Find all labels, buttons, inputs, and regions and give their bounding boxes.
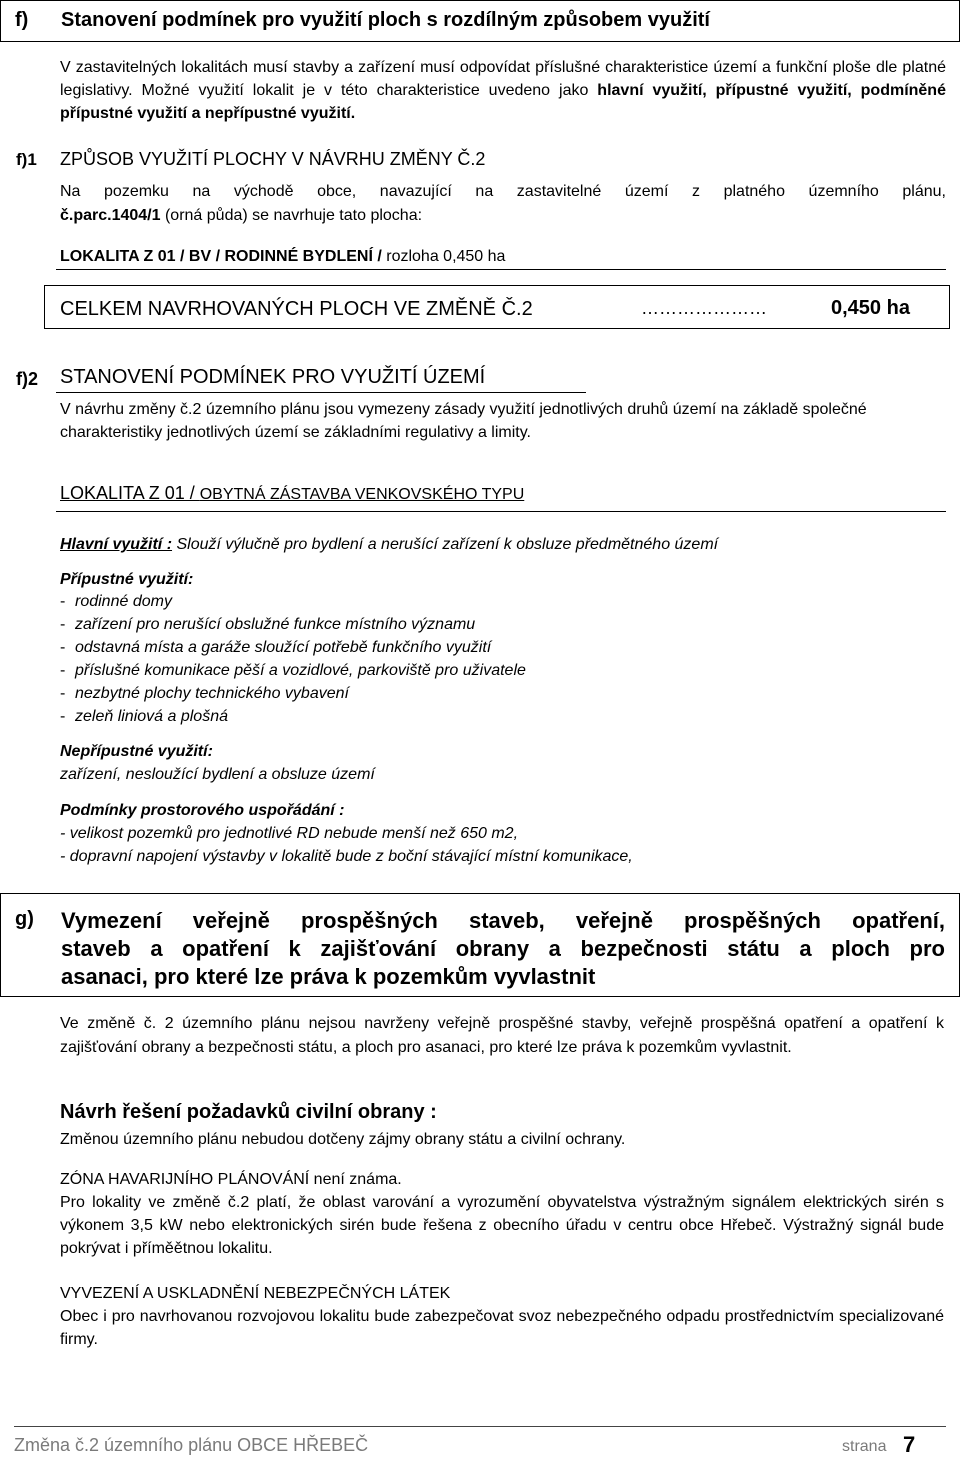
section-g-header: [0, 893, 960, 997]
nepripustne-text: zařízení, nesloužící bydlení a obsluze území: [60, 766, 375, 783]
g-para1: Ve změně č. 2 územního plánu nejsou navrženy veřejně prospěšné stavby, veřejně prospěšná opatření a opatření k zajišťování obrany a bezpečnosti státu, a ploch pro asanaci, pro které lze práva k pozemkům vyvlastnit.: [60, 1015, 944, 1056]
f1-number: f)1: [16, 150, 37, 169]
nepripustne-label: Nepřípustné využití:: [60, 743, 213, 760]
f1-title: ZPŮSOB VYUŽITÍ PLOCHY V NÁVRHU ZMĚNY Č.2: [60, 149, 486, 169]
f2-number: f)2: [16, 369, 38, 389]
list-item: - rodinné domy: [60, 593, 172, 610]
vyvezeni-text: Obec i pro navrhovanou rozvojovou lokalitu bude zabezpečovat svoz nebezpečného odpadu prostřednictvím specializované firmy.: [60, 1308, 944, 1348]
parcel-number: č.parc.1404/1: [60, 207, 161, 224]
vyvezeni-title: VYVEZENÍ A USKLADNĚNÍ NEBEZPEČNÝCH LÁTEK: [60, 1285, 451, 1302]
section-f-intro: V zastavitelných lokalitách musí stavby a zařízení musí odpovídat příslušné charakteristice území a funkční ploše dle platné legislativy. Možné využití lokalit je v této charakteristice uvedeno jako hlavní využití, přípustné využití, podmíněné přípustné využití a nepřípustné využití.: [60, 59, 946, 122]
section-f-title: Stanovení podmínek pro využití ploch s rozdílným způsobem využití: [61, 9, 710, 31]
section-g-title-3: asanaci, pro které lze práva k pozemkům vyvlastnit: [61, 964, 596, 989]
section-g-letter: g): [15, 908, 34, 930]
podminky-item: - velikost pozemků pro jednotlivé RD nebude menší než 650 m2,: [60, 825, 519, 842]
section-g-title-2: staveb a opatření k zajišťování obrany a bezpečnosti státu a ploch pro: [61, 936, 945, 961]
pripustne-list: [60, 590, 526, 728]
total-box: [44, 285, 950, 329]
section-f-header: [0, 0, 960, 42]
section-g-title-1: Vymezení veřejně prospěšných staveb, veřejně prospěšných opatření,: [61, 908, 945, 933]
zona-title: ZÓNA HAVARIJNÍHO PLÁNOVÁNÍ není známa.: [60, 1171, 402, 1188]
list-item: - příslušné komunikace pěší a vozidlové, parkoviště pro uživatele: [60, 662, 526, 679]
podminky-item: - dopravní napojení výstavby v lokalitě bude z boční stávající místní komunikace,: [60, 848, 633, 865]
list-item: - odstavná místa a garáže sloužící potřebě funkčního využití: [60, 639, 492, 656]
list-item: - nezbytné plochy technického vybavení: [60, 685, 349, 702]
list-item: - zeleň liniová a plošná: [60, 708, 228, 725]
divider: [56, 269, 946, 270]
lokalita-heading: LOKALITA Z 01 / OBYTNÁ ZÁSTAVBA VENKOVSKÉHO TYPU: [60, 483, 525, 503]
total-value: 0,450 ha: [831, 297, 910, 319]
hlavni-vyuziti: Hlavní využití : Slouží výlučně pro bydlení a nerušící zařízení k obsluze předmětného území: [60, 536, 719, 553]
total-dots: …………………: [641, 298, 767, 318]
list-item: - zařízení pro nerušící obslužné funkce místního významu: [60, 616, 476, 633]
section-f-letter: f): [15, 9, 29, 31]
f1-lokalita: LOKALITA Z 01 / BV / RODINNÉ BYDLENÍ / rozloha 0,450 ha: [60, 248, 506, 265]
f2-title: STANOVENÍ PODMÍNEK PRO VYUŽITÍ ÚZEMÍ: [60, 366, 486, 388]
f1-line1: Na pozemku na východě obce, navazující na zastavitelné území z platného územního plánu,: [60, 183, 946, 200]
footer-divider: [14, 1426, 946, 1427]
footer-strana-label: strana: [842, 1438, 887, 1455]
divider: [56, 392, 586, 393]
total-label: CELKEM NAVRHOVANÝCH PLOCH VE ZMĚNĚ Č.2: [60, 298, 533, 320]
pripustne-label: Přípustné využití:: [60, 571, 194, 588]
civil-title: Návrh řešení požadavků civilní obrany :: [60, 1101, 437, 1123]
f1-line2: č.parc.1404/1 (orná půda) se navrhuje tato plocha:: [60, 207, 423, 224]
divider: [56, 511, 946, 512]
podminky-label: Podmínky prostorového uspořádání :: [60, 802, 345, 819]
footer-page-number: 7: [903, 1432, 916, 1457]
civil-text: Změnou územního plánu nebudou dotčeny zájmy obrany státu a civilní ochrany.: [60, 1131, 626, 1148]
footer-left: Změna č.2 územního plánu OBCE HŘEBEČ: [14, 1435, 369, 1455]
f2-text: V návrhu změny č.2 územního plánu jsou vymezeny zásady využití jednotlivých druhů území na základě společné charakteristiky jednotlivých území se základními regulativy a limity.: [60, 401, 867, 441]
zona-text: Pro lokality ve změně č.2 platí, že oblast varování a vyrozumění obyvatelstva výstražným signálem elektrických sirén s výkonem 3,5 kW nebo elektronických sirén bude řešena z obecního úřadu v centru obce Hřebeč. Výstražný signál bude pokrývat i příměětnou lokalitu.: [60, 1194, 944, 1257]
